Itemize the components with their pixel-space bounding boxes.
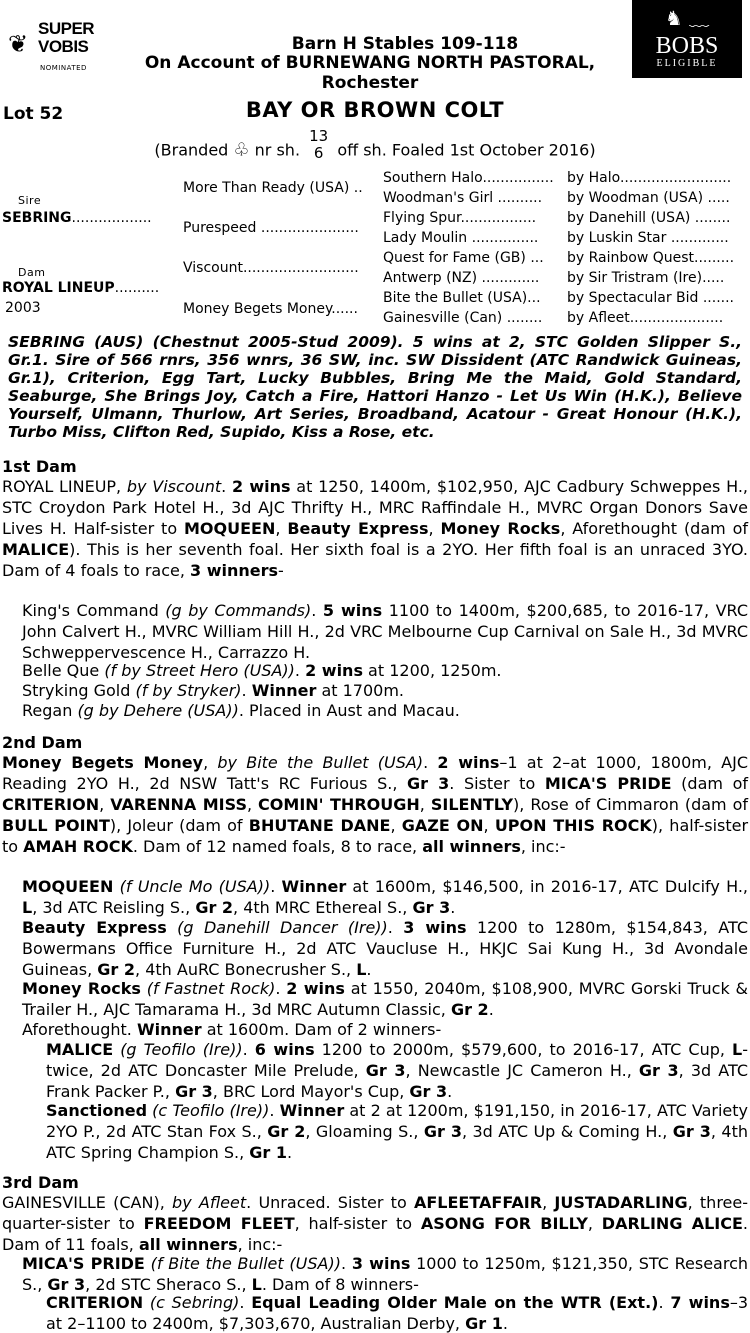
clover-brand-icon: ♧ — [233, 139, 250, 161]
italic-text: (g Danehill Dancer (Ire)) — [177, 918, 388, 937]
first-dam-heading: 1st Dam — [2, 457, 77, 476]
bold-text: 2 wins — [231, 477, 291, 496]
first-dam-foal — [22, 660, 748, 681]
text-run: GAINESVILLE (CAN), — [2, 1193, 173, 1212]
text-run: . — [286, 1143, 293, 1162]
text-run: ), half-sister to — [2, 816, 749, 856]
text-run: –3 at 2–1100 to 2400m, $7,303,670, Australian Derby, — [46, 1293, 749, 1333]
bold-text: COMIN' THROUGH — [258, 795, 420, 814]
brand-prefix: (Branded — [154, 140, 229, 160]
text-run: , 4th ATC Spring Champion S., — [46, 1122, 748, 1162]
text-run: Belle Que — [22, 661, 105, 680]
brand-mid: nr sh. — [254, 140, 301, 160]
italic-text: (f Fastnet Rock) — [146, 979, 276, 998]
bold-text: 5 wins — [322, 601, 383, 620]
italic-text: (g by Commands) — [165, 601, 312, 620]
text-run: 1000 to 1250m, $121,350, STC Research S., — [22, 1254, 749, 1294]
bold-text: Gr 3 — [672, 1122, 711, 1141]
bold-text: AMAH ROCK — [23, 837, 133, 856]
text-run: , inc:- — [520, 837, 566, 856]
bold-text: Gr 1 — [249, 1143, 287, 1162]
text-run: . — [387, 918, 404, 937]
text-run: ), Rose of Cimmaron (dam of — [513, 795, 749, 814]
pedigree-g4: by Afleet..................... — [567, 310, 724, 326]
pedigree-g4: by Sir Tristram (Ire)..... — [567, 270, 725, 286]
second-dam-foal — [22, 876, 748, 918]
bold-text: L — [251, 1275, 262, 1294]
bold-text: L — [356, 960, 367, 979]
third-dam-para — [2, 1192, 748, 1255]
sire-name: SEBRING — [2, 210, 72, 226]
pedigree-g3: Southern Halo................ — [383, 170, 554, 186]
text-run: , — [246, 795, 259, 814]
text-run: 1200 to 2000m, $579,600, to 2016-17, ATC Cup, — [314, 1040, 733, 1059]
bold-text: L — [22, 898, 33, 917]
bold-text: 3 wins — [403, 918, 467, 937]
text-run: 1100 to 1400m, $200,685, to 2016-17, VRC John Calvert H., MVRC William Hill H., 2d VRC Melbourne Cup Carnival on Sale H., 3d MVRC Schweppervescence H., Carrazzo H. — [22, 601, 749, 662]
bold-text: AFLEETAFFAIR — [413, 1193, 543, 1212]
first-dam-foal — [22, 680, 748, 701]
text-run: , — [390, 816, 402, 835]
text-run: , — [428, 519, 441, 538]
text-run: . — [241, 681, 252, 700]
bold-text: MOQUEEN — [184, 519, 276, 538]
bold-text: Gr 3 — [365, 1061, 406, 1080]
text-run: , — [483, 816, 495, 835]
bold-text: MALICE — [2, 540, 70, 559]
text-run: . — [221, 477, 232, 496]
italic-text: by Afleet — [172, 1193, 247, 1212]
bold-text: 2 wins — [286, 979, 345, 998]
bold-text: CRITERION — [46, 1293, 144, 1312]
pedigree-g4: by Luskin Star ............. — [567, 230, 729, 246]
text-run: . — [450, 898, 456, 917]
third-dam-grandfoal — [46, 1292, 748, 1333]
brand-suffix: off sh. Foaled 1st October 2016) — [337, 140, 596, 160]
text-run: . — [658, 1293, 671, 1312]
bold-text: Winner — [281, 877, 347, 896]
pedigree-g4: by Woodman (USA) ..... — [567, 190, 730, 206]
pedigree-g3: Quest for Fame (GB) ... — [383, 250, 544, 266]
text-run: at 1600m. Dam of 2 winners- — [201, 1020, 442, 1039]
text-run: . — [294, 661, 306, 680]
dam-label: Dam — [18, 266, 46, 279]
pedigree-g4: by Rainbow Quest......... — [567, 250, 735, 266]
pedigree-g3: Lady Moulin ............... — [383, 230, 539, 246]
bobs-name: BOBS — [655, 33, 719, 59]
second-dam-foal — [22, 1019, 748, 1040]
bold-text: Gr 3 — [423, 1122, 462, 1141]
italic-text: (f by Stryker) — [135, 681, 242, 700]
bold-text: ASONG FOR BILLY — [420, 1214, 588, 1233]
text-run: . Placed in Aust and Macau. — [238, 701, 460, 720]
text-run: -twice, 2d ATC Doncaster Mile Prelude, — [46, 1040, 748, 1080]
pedigree-g3: Gainesville (Can) ........ — [383, 310, 543, 326]
text-run: . — [502, 1314, 508, 1333]
text-run: . — [311, 601, 323, 620]
text-run: , Aforethought (dam of — [560, 519, 749, 538]
italic-text: by Bite the Bullet (USA) — [217, 753, 424, 772]
bold-text: DARLING ALICE — [601, 1214, 743, 1233]
text-run: , 3d ATC Frank Packer P., — [46, 1061, 748, 1101]
bold-text: Money Rocks — [22, 979, 141, 998]
text-run — [167, 918, 177, 937]
bold-text: Gr 3 — [409, 1082, 448, 1101]
pedigree-g2: More Than Ready (USA) .. — [183, 180, 363, 196]
bold-text: Winner — [251, 681, 317, 700]
bold-text: Gr 2 — [97, 960, 136, 979]
text-run: , — [587, 1214, 602, 1233]
text-run: , 2d STC Sheraco S., — [85, 1275, 252, 1294]
text-run: . Dam of 11 foals, — [2, 1214, 749, 1254]
text-run: at 1700m. — [316, 681, 404, 700]
bold-text: Beauty Express — [287, 519, 429, 538]
bold-text: Gr 1 — [465, 1314, 503, 1333]
sire-label: Sire — [18, 194, 42, 207]
bold-text: BULL POINT — [2, 816, 110, 835]
pedigree-g3: Antwerp (NZ) ............. — [383, 270, 540, 286]
text-run: . Dam of 12 named foals, 8 to race, — [132, 837, 423, 856]
pedigree-table — [0, 168, 750, 328]
bold-text: MOQUEEN — [22, 877, 114, 896]
text-run: at 2 at 1200m, $191,150, in 2016-17, ATC Variety 2YO P., 2d ATC Stan Fox S., — [46, 1101, 749, 1141]
text-run: . Sister to — [449, 774, 545, 793]
italic-text: (c Teofilo (Ire)) — [152, 1101, 270, 1120]
text-run: . — [340, 1254, 352, 1273]
text-run: Stryking Gold — [22, 681, 136, 700]
bold-text: BHUTANE DANE — [248, 816, 391, 835]
super-vobis-logo — [8, 16, 118, 72]
bold-text: Winner — [136, 1020, 202, 1039]
text-run: at 1200, 1250m. — [362, 661, 502, 680]
italic-text: (f Bite the Bullet (USA)) — [150, 1254, 341, 1273]
text-run: , three-quarter-sister to — [2, 1193, 749, 1233]
text-run: –1 at 2–at 1000, 1800m, AJC Reading 2YO H., 2d NSW Tatt's RC Furious S., — [2, 753, 748, 793]
bold-text: MICA'S PRIDE — [544, 774, 672, 793]
text-run: , 3d ATC Reisling S., — [32, 898, 196, 917]
bold-text: VARENNA MISS — [110, 795, 247, 814]
sire-summary: SEBRING (AUS) (Chestnut 2005-Stud 2009). 5 wins at 2, STC Golden Slipper S., Gr.1. Sire of 566 rnrs, 356 wnrs, 36 SW, inc. SW Dissident (ATC Randwick Guineas, Gr.1), Criterion, Egg Tart, Lucky Bubbles, Bring Me the Maid, Gold Standard, Seaburge, She Brings Joy, Catch a Fire, Hattori Hanzo - Let Us Win (H.K.), Believe Yourself, Ulmann, Thurlow, Art Series, Broadband, Acatour - Great Honour (H.K.), Turbo Miss, Clifton Red, Supido, Kiss a Rose, etc. — [8, 333, 742, 441]
second-dam-para — [2, 752, 748, 857]
sire-cell — [2, 208, 152, 229]
italic-text: (c Sebring) — [149, 1293, 240, 1312]
sire-dots: .................. — [71, 210, 152, 226]
text-run: , — [203, 753, 218, 772]
bold-text: Money Rocks — [440, 519, 561, 538]
bold-text: Gr 3 — [175, 1082, 213, 1101]
text-run: , — [419, 795, 431, 814]
bold-text: Gr 3 — [638, 1061, 679, 1080]
super-vobis-line2: VOBIS — [38, 37, 89, 56]
text-run: , — [275, 519, 288, 538]
bold-text: Gr 3 — [407, 774, 450, 793]
text-run: , 4th MRC Ethereal S., — [233, 898, 413, 917]
bold-text: Beauty Express — [22, 918, 167, 937]
bold-text: Gr 3 — [412, 898, 451, 917]
super-vobis-line1: SUPER — [38, 19, 95, 38]
second-dam-grandfoal — [46, 1100, 748, 1163]
text-run: , — [99, 795, 111, 814]
text-run: . — [423, 753, 438, 772]
italic-text: (g Teofilo (Ire)) — [120, 1040, 243, 1059]
italic-text: (f Uncle Mo (USA)) — [119, 877, 271, 896]
text-run: . — [366, 960, 372, 979]
bold-text: all winners — [138, 1235, 238, 1254]
lot-title: BAY OR BROWN COLT — [245, 98, 505, 122]
text-run: King's Command — [22, 601, 166, 620]
second-dam-foal — [22, 917, 748, 980]
bold-text: Gr 2 — [450, 1000, 489, 1019]
text-run: Regan — [22, 701, 78, 720]
text-run: ), Joleur (dam of — [109, 816, 249, 835]
bold-text: CRITERION — [2, 795, 100, 814]
bold-text: Gr 2 — [195, 898, 234, 917]
text-run: at 1550, 2040m, $108,900, MVRC Gorski Truck & Trailer H., AJC Tamarama H., 3d MRC Autumn Classic, — [22, 979, 749, 1019]
dam-cell — [2, 278, 159, 299]
bold-text: Equal Leading Older Male on the WTR (Ext.) — [251, 1293, 659, 1312]
pedigree-g4: by Spectacular Bid ....... — [567, 290, 735, 306]
bold-text: Gr 3 — [47, 1275, 86, 1294]
pedigree-g3: Bite the Bullet (USA)... — [383, 290, 541, 306]
brand-frac-top: 13 — [309, 127, 329, 145]
bold-text: 3 winners — [190, 561, 279, 580]
text-run: Aforethought. — [22, 1020, 137, 1039]
text-run: . Unraced. Sister to — [246, 1193, 414, 1212]
text-run: , inc:- — [237, 1235, 283, 1254]
brand-line — [0, 127, 750, 168]
italic-text: (g by Dehere (USA)) — [77, 701, 239, 720]
pedigree-g4: by Halo......................... — [567, 170, 732, 186]
bold-text: all winners — [422, 837, 521, 856]
text-run: . — [242, 1040, 255, 1059]
text-run: , Newcastle JC Cameron H., — [405, 1061, 639, 1080]
first-dam-foal — [22, 600, 748, 663]
dam-year: 2003 — [5, 300, 41, 316]
bold-text: MICA'S PRIDE — [22, 1254, 145, 1273]
first-dam-foal — [22, 700, 748, 721]
dam-name: ROYAL LINEUP — [2, 280, 115, 296]
pedigree-g4: by Danehill (USA) ........ — [567, 210, 731, 226]
bold-text: Money Begets Money — [2, 753, 204, 772]
dam-dots: .......... — [114, 280, 160, 296]
pedigree-g2: Purespeed ...................... — [183, 220, 359, 236]
bold-text: Gr 2 — [267, 1122, 306, 1141]
text-run: , 3d ATC Up & Coming H., — [461, 1122, 673, 1141]
text-run: (dam of — [671, 774, 748, 793]
bold-text: MALICE — [46, 1040, 114, 1059]
pedigree-g3: Woodman's Girl .......... — [383, 190, 543, 206]
bold-text: SILENTLY — [430, 795, 514, 814]
bold-text: GAZE ON — [401, 816, 484, 835]
bold-text: L — [732, 1040, 743, 1059]
text-run: at 1600m, $146,500, in 2016-17, ATC Dulcify H., — [346, 877, 749, 896]
lot-number: Lot 52 — [3, 104, 64, 124]
bobs-sub: ELIGIBLE — [656, 58, 718, 69]
text-run: . — [239, 1293, 252, 1312]
text-run: , 4th AuRC Bonecrusher S., — [135, 960, 357, 979]
pedigree-g3: Flying Spur................. — [383, 210, 537, 226]
text-run — [143, 1293, 150, 1312]
bold-text: Sanctioned — [46, 1101, 148, 1120]
third-dam-foal — [22, 1253, 748, 1295]
pedigree-g2: Viscount.......................... — [183, 260, 359, 276]
vendor-line2: On Account of BURNEWANG NORTH PASTORAL, — [144, 53, 596, 73]
bold-text: UPON THIS ROCK — [494, 816, 652, 835]
second-dam-foal — [22, 978, 748, 1020]
bold-text: 2 wins — [437, 753, 500, 772]
text-run: , — [542, 1193, 555, 1212]
bold-text: 6 wins — [254, 1040, 315, 1059]
bold-text: 3 wins — [351, 1254, 411, 1273]
first-dam-para — [2, 476, 748, 581]
italic-text: by Viscount — [126, 477, 222, 496]
text-run: ). This is her seventh foal. Her sixth foal is a 2YO. Her fifth foal is an unraced 3YO. Dam of 4 foals to race, — [2, 540, 748, 580]
brand-fraction — [309, 128, 328, 162]
text-run: . — [488, 1000, 494, 1019]
text-run: . Dam of 8 winners- — [261, 1275, 419, 1294]
super-vobis-line3: NOMINATED — [40, 64, 87, 72]
third-dam-heading: 3rd Dam — [2, 1173, 79, 1192]
text-run: , BRC Lord Mayor's Cup, — [212, 1082, 410, 1101]
vendor-line1: Barn H Stables 109-118 — [291, 34, 519, 54]
bobs-eligible-logo — [632, 0, 742, 78]
text-run: . — [269, 1101, 280, 1120]
vendor-line3: Rochester — [321, 73, 419, 93]
laurel-icon: ❦ — [8, 30, 29, 58]
text-run: - — [278, 561, 284, 580]
bold-text: FREEDOM FLEET — [143, 1214, 295, 1233]
bold-text: 7 wins — [670, 1293, 730, 1312]
text-run: . — [447, 1082, 453, 1101]
text-run: , half-sister to — [294, 1214, 421, 1233]
text-run: ROYAL LINEUP, — [2, 477, 127, 496]
second-dam-grandfoal — [46, 1039, 748, 1102]
racehorse-icon: ♞ ﹏ — [664, 6, 710, 30]
text-run: at 1250, 1400m, $102,950, AJC Cadbury Schweppes H., STC Croydon Park Hotel H., 3d AJC Thrifty H., MRC Raffindale H., MVRC Organ Donors Save Lives H. Half-sister to — [2, 477, 749, 538]
pedigree-g2: Money Begets Money...... — [183, 301, 358, 317]
text-run: . — [270, 877, 282, 896]
italic-text: (f by Street Hero (USA)) — [104, 661, 295, 680]
text-run: , Gloaming S., — [305, 1122, 424, 1141]
bold-text: 2 wins — [305, 661, 363, 680]
text-run: . — [275, 979, 287, 998]
second-dam-heading: 2nd Dam — [2, 733, 83, 752]
text-run: 1200 to 1280m, $154,843, ATC Bowermans Office Furniture H., 2d ATC Vaucluse H., HKJC Sai Kung H., 3d Avondale Guineas, — [22, 918, 748, 979]
bold-text: JUSTADARLING — [554, 1193, 688, 1212]
brand-frac-bottom: 6 — [313, 144, 324, 162]
bold-text: Winner — [279, 1101, 345, 1120]
